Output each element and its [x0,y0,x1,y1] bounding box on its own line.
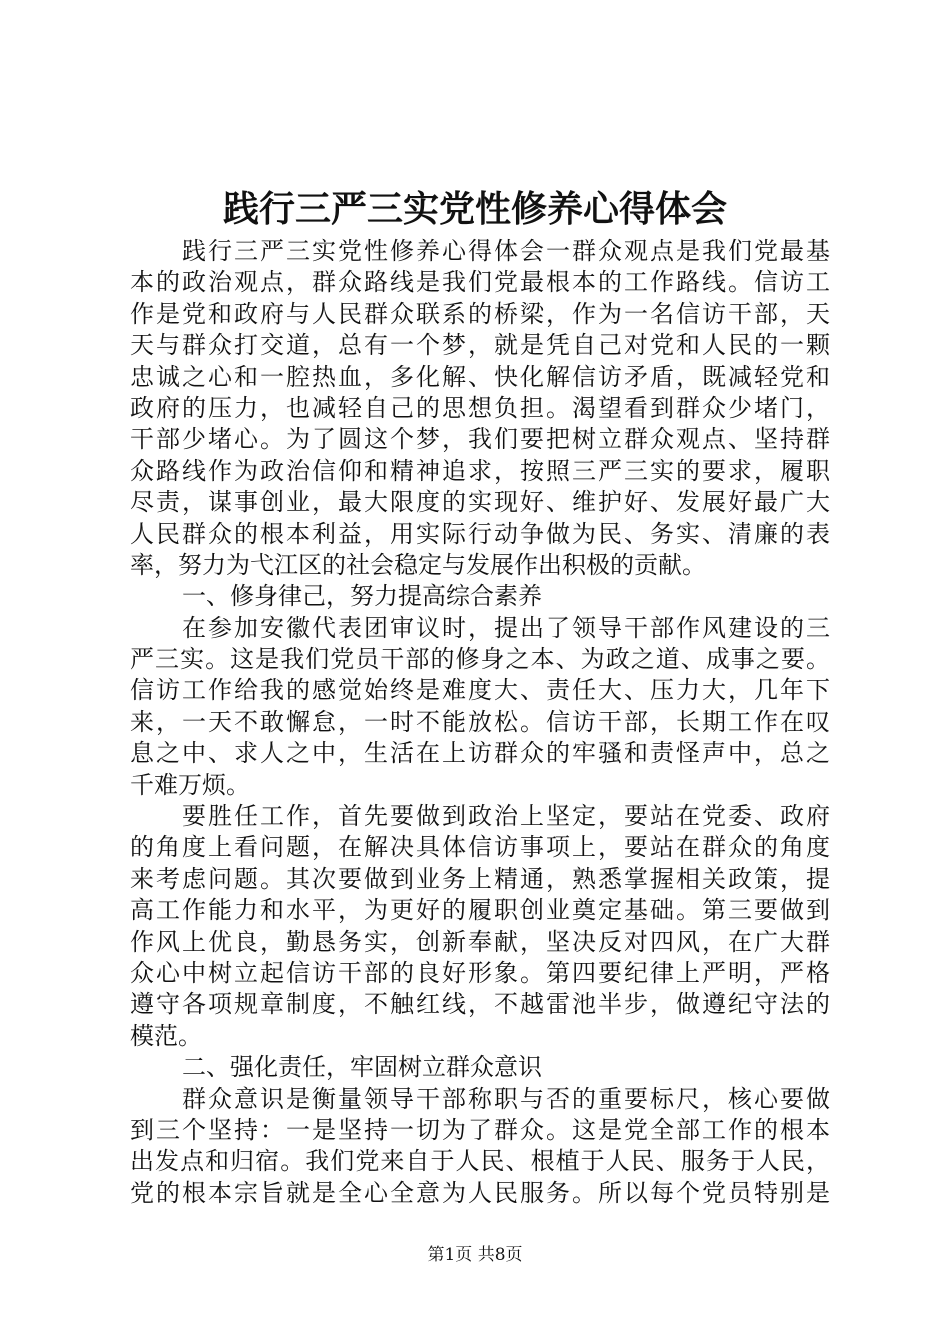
document-title: 践行三严三实党性修养心得体会 [222,188,727,230]
paragraph [130,581,830,612]
text-line: 出发点和归宿。我们党来自于人民、根植于人民、服务于人民， [130,1147,830,1176]
text-line: 一、修身律己，努力提高综合素养 [182,582,542,611]
paragraph [130,1084,830,1210]
text-line: 众心中树立起信访干部的良好形象。第四要纪律上严明，严格 [130,958,830,987]
text-line: 践行三严三实党性修养心得体会一群众观点是我们党最基 [182,237,830,265]
paragraph [130,1052,830,1083]
text-line: 高工作能力和水平，为更好的履职创业奠定基础。第三要做到 [130,896,830,925]
paragraph [130,801,830,1052]
document-body [130,236,830,1209]
text-line: 模范。 [130,1021,202,1050]
text-line: 信访工作给我的感觉始终是难度大、责任大、压力大，几年下 [130,676,830,705]
text-line: 本的政治观点，群众路线是我们党最根本的工作路线。信访工 [130,268,830,297]
text-line: 群众意识是衡量领导干部称职与否的重要标尺，核心要做 [182,1084,830,1113]
text-line: 尽责，谋事创业，最大限度的实现好、维护好、发展好最广大 [130,488,830,517]
text-line: 天与群众打交道，总有一个梦，就是凭自己对党和人民的一颗 [130,331,830,360]
text-line: 息之中、求人之中，生活在上访群众的牢骚和责怪声中，总之 [130,739,830,768]
text-line: 众路线作为政治信仰和精神追求，按照三严三实的要求，履职 [130,456,830,485]
text-line: 到三个坚持：一是坚持一切为了群众。这是党全部工作的根本 [130,1115,830,1144]
text-line: 来，一天不敢懈怠，一时不能放松。信访干部，长期工作在叹 [130,707,830,736]
page-footer: 第1页 共8页 [427,1245,523,1265]
text-line: 干部少堵心。为了圆这个梦，我们要把树立群众观点、坚持群 [130,425,830,454]
text-line: 二、强化责任，牢固树立群众意识 [182,1053,542,1082]
text-line: 的角度上看问题，在解决具体信访事项上，要站在群众的角度 [130,833,830,862]
text-line: 严三实。这是我们党员干部的修身之本、为政之道、成事之要。 [130,645,830,674]
text-line: 在参加安徽代表团审议时，提出了领导干部作风建设的三 [182,613,830,642]
text-line: 政府的压力，也减轻自己的思想负担。渴望看到群众少堵门， [130,393,830,422]
text-line: 忠诚之心和一腔热血，多化解、快化解信访矛盾，既减轻党和 [130,362,830,391]
text-line: 遵守各项规章制度，不触红线，不越雷池半步，做遵纪守法的 [130,990,830,1019]
text-line: 人民群众的根本利益，用实际行动争做为民、务实、清廉的表 [130,519,830,548]
text-line: 率，努力为弋江区的社会稳定与发展作出积极的贡献。 [130,550,706,579]
text-line: 来考虑问题。其次要做到业务上精通，熟悉掌握相关政策，提 [130,864,830,893]
paragraph [130,613,830,801]
text-line: 要胜任工作，首先要做到政治上坚定，要站在党委、政府 [182,802,830,831]
paragraph [130,236,830,581]
text-line: 作是党和政府与人民群众联系的桥梁，作为一名信访干部，天 [130,299,830,328]
text-line: 党的根本宗旨就是全心全意为人民服务。所以每个党员特别是 [130,1178,830,1207]
text-line: 作风上优良，勤恳务实，创新奉献，坚决反对四风，在广大群 [130,927,830,956]
text-line: 千难万烦。 [130,770,250,799]
